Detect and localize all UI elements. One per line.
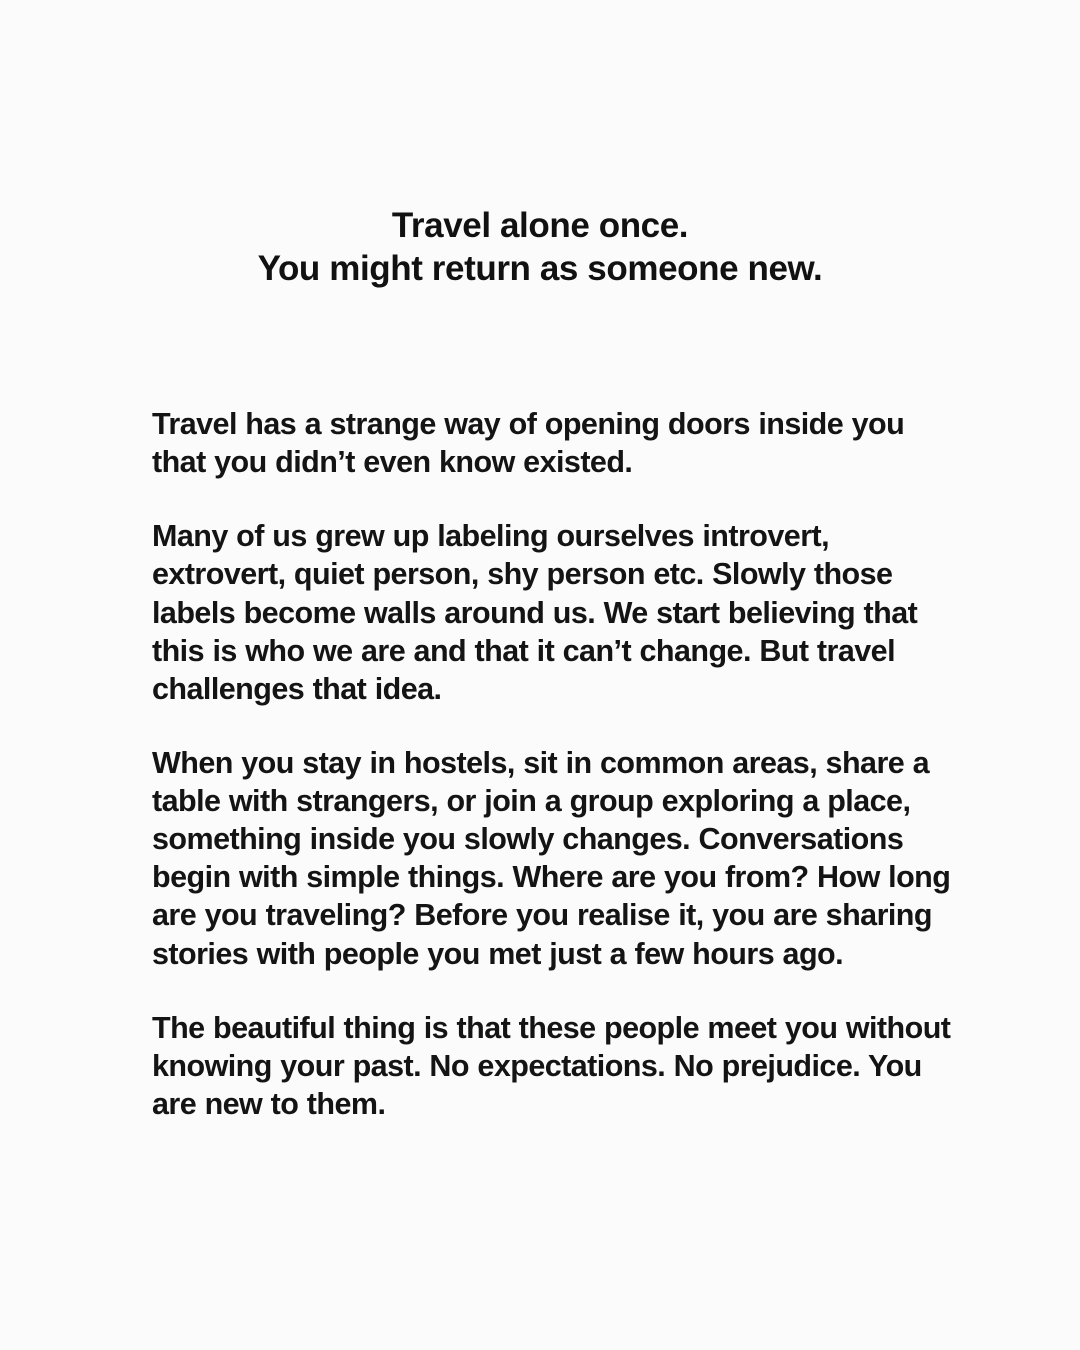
body-text	[152, 405, 952, 1123]
headline	[0, 205, 1080, 290]
paragraph: Many of us grew up labeling ourselves introvert, extrovert, quiet person, shy person etc. Slowly those labels become walls around us. We start believing that this is who we are and that it can’t change. But travel challenges that idea.	[152, 519, 918, 706]
paragraph: When you stay in hostels, sit in common areas, share a table with strangers, or join a group exploring a place, something inside you slowly changes. Conversations begin with simple things. Where are you from? How long are you traveling? Before you realise it, you are sharing stories with people you met just a few hours ago.	[152, 745, 951, 971]
headline-line-2: You might return as someone new.	[257, 248, 823, 288]
paragraph: Travel has a strange way of opening doors inside you that you didn’t even know existed.	[152, 407, 905, 480]
paragraph: The beautiful thing is that these people meet you without knowing your past. No expectations. No prejudice. You are new to them.	[152, 1010, 951, 1121]
headline-line-1: Travel alone once.	[391, 206, 689, 245]
